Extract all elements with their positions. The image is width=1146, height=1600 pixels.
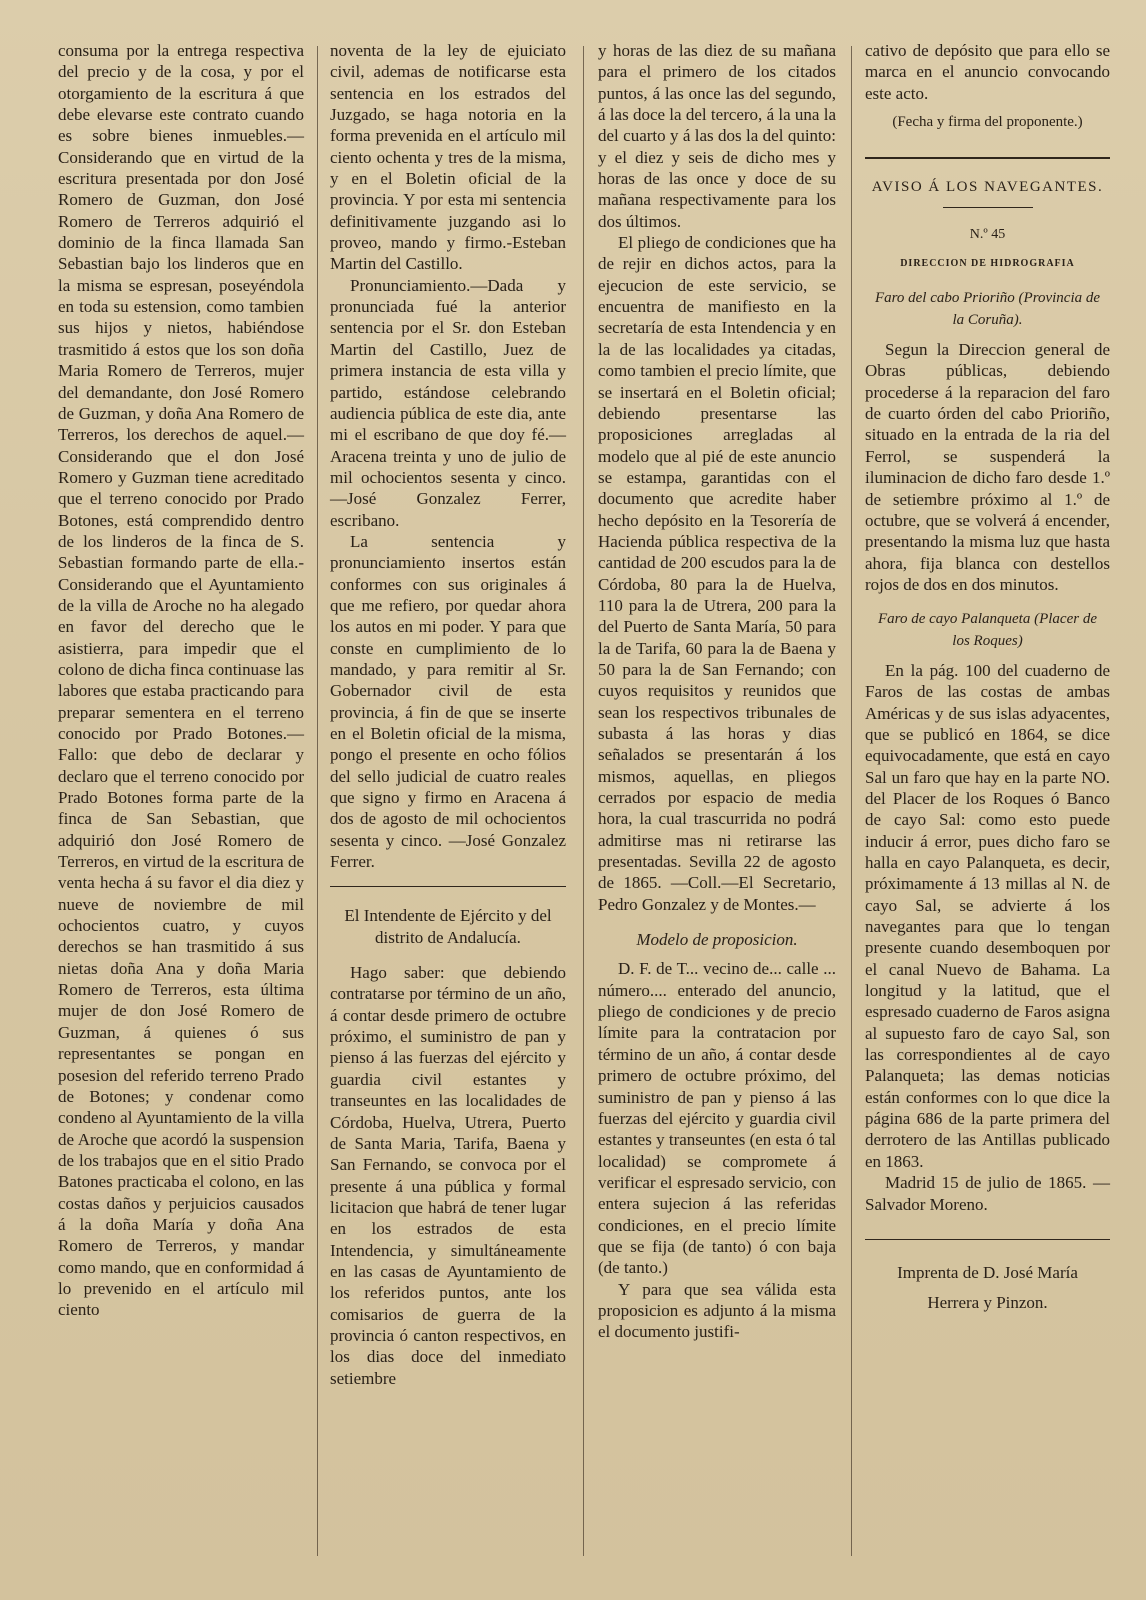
imprint: Imprenta de D. José María Herrera y Pinzon.: [897, 1262, 1078, 1312]
notice-title: El Intendente de Ejército y del distrito de Andalucía.: [344, 906, 552, 947]
faro2-date: Madrid 15 de julio de 1865. —Salvador Moreno.: [865, 1173, 1110, 1214]
column-rule-2: [583, 46, 584, 1556]
section-divider: [330, 886, 566, 887]
column-4: [865, 40, 1110, 1318]
column-2: [330, 40, 566, 1389]
short-divider: [943, 207, 1033, 208]
col4-intro: cativo de depósito que para ello se marca en el anuncio convocando este acto.: [865, 41, 1110, 103]
model-body: D. F. de T... vecino de... calle ... número.... enterado del anuncio, pliego de condiciones y de precio límite para la contratacion por término de un año, á contar desde primero de octubre próximo, del suministro de pan y pienso á las fuerzas del ejército y guardia civil estantes y transeuntes (en esta ó tal localidad) se compromete á verificar el espresado servicio, con entera sujecion á las referidas condiciones, en el precio límite que se fija (de tanto) ó con baja (de tanto.): [598, 959, 836, 1278]
faro2-body: En la pág. 100 del cuaderno de Faros de las costas de ambas Américas y de sus islas adyacentes, que se publicó en 1864, se dice equivocadamente, que está en cayo Sal un faro que hay en la parte NO. del Placer de los Roques ó Banco de cayo Sal: como esto puede inducir á error, pues dicho faro se halla en cayo Palanqueta, es decir, próximamente á 13 millas al N. de cayo Sal, se advierte á los navegantes para que lo tengan presente cuando desemboquen por el canal Nuevo de Bahama. La longitud y la latitud, que el espresado cuaderno de Faros asigna al supuesto faro de cayo Sal, son las correspondientes al de cayo Palanqueta; las demas noticias están conformes con lo que dice la página 686 de la parte primera del derrotero de las Antillas publicado en 1863.: [865, 660, 1110, 1171]
faro2-title: Faro de cayo Palanqueta (Placer de los Roques): [878, 611, 1097, 649]
col2-paragraph-1: noventa de la ley de ejuiciato civil, ademas de notificarse esta sentencia en los estrados del Juzgado, se haga notoria en la forma prevenida en el artículo mil ciento ochenta y tres de la misma, y en el Boletin oficial de la provincia. Y por esta mi sentencia definitivamente juzgando asi lo proveo, mando y firmo.-Esteban Martin del Castillo.: [330, 41, 566, 274]
col2-paragraph-3: La sentencia y pronunciamiento insertos están conformes con sus originales á que me refiero, por quedar ahora los autos en mi poder. Y para que conste en cumplimiento de lo mandado, y para remitir al Sr. Gobernador civil de esta provincia, á fin de que se inserte en el Boletin oficial de la misma, pongo el presente en ocho fólios del sello judicial de cuatro reales que signo y firmo en Aracena á dos de agosto de mil ochocientos sesenta y cinco. —José Gonzalez Ferrer.: [330, 531, 566, 872]
faro1-title: Faro del cabo Prioriño (Provincia de la Coruña).: [874, 290, 1101, 328]
column-3: [598, 40, 836, 1343]
signature-note: (Fecha y firma del proponente.): [892, 114, 1083, 131]
faro1-body: Segun la Direccion general de Obras públicas, debiendo procederse á la reparacion del faro de cuarto órden del cabo Prioriño, situado en la entrada de la ria del Ferrol, se suspenderá la iluminacion de dicho faro desde 1.º de setiembre próximo al 1.º de octubre, que se volverá á encender, presentando la misma luz que hasta ahora, fija blanca con destellos rojos de dos en dos minutos.: [865, 340, 1110, 594]
notice-number: N.º 45: [969, 226, 1006, 242]
model-closing: Y para que sea válida esta proposicion es adjunto á la misma el documento justifi-: [598, 1279, 836, 1342]
section-divider-thick: [865, 157, 1110, 159]
col1-paragraph: consuma por la entrega respectiva del precio y de la cosa, y por el otorgamiento de la escritura á que debe elevarse este contrato cuando es sobre bienes inmuebles.— Considerando que en virtud de la escritura presentada por don José Romero de Guzman, don José Romero de Terreros adquirió el dominio de la finca llamada San Sebastian bajo los linderos que en la misma se espresan, poseyéndola en toda su estension, como tambien sus hijos y nietos, habiéndose trasmitido á estos que los son doña Maria Romero de Terreros, mujer del demandante, don José Romero de Guzman, y doña Ana Romero de Terreros, los derechos de aquel.—Considerando que el don José Romero y Guzman tiene acreditado que el terreno conocido por Prado Botones, está comprendido dentro de los linderos de la finca de S. Sebastian formando parte de ella.-Considerando que el Ayuntamiento de la villa de Aroche no ha alegado en favor del derecho que le asistierra, para impedir que el colono de dicha finca continuase las labores que estaba practicando para preparar sementera en el terreno conocido por Prado Botones.—Fallo: que debo de declarar y declaro que el terreno conocido por Prado Botones forma parte de la finca de San Sebastian, que adquirió don José Romero de Terreros, en virtud de la escritura de venta hecha á su favor el dia diez y nueve de noviembre de mil ochocientos cuatro, y cuyos derechos se han trasmitido á sus nietas doña Ana y doña Maria Romero de Terreros, esta última mujer de don José Romero de Guzman, á quienes ó sus representantes se pongan en posesion del referido terreno Prado de Botones; y condenar como condeno al Ayuntamiento de la villa de Aroche que acordó la suspension de los trabajos que en el sitio Prado Batones practicaba el colono, en las costas daños y perjuicios causados á la doña María y doña Ana Romero de Terreros, y mandar como mando, que en conformidad á lo prevenido en el artículo mil ciento: [58, 41, 304, 1320]
notice-body: Hago saber: que debiendo contratarse por término de un año, á contar desde primero de octubre próximo, el suministro de pan y pienso á las fuerzas del ejército y guardia civil estantes y transeuntes en las localidades de Córdoba, Huelva, Utrera, Puerto de Santa Maria, Tarifa, Baena y San Fernando, se convoca por el presente á una pública y formal licitacion que habrá de tener lugar en los estrados de esta Intendencia, y simultáneamente en las casas de Ayuntamiento de los referidos puntos, ante los comisarios de guerra de la provincia ó canton respectivos, en los dias doce del inmediato setiembre: [330, 963, 566, 1388]
col2-paragraph-2: Pronunciamiento.—Dada y pronunciada fué la anterior sentencia por el Sr. don Esteban Martin del Castillo, Juez de primera instancia de esta villa y partido, estándose celebrando audiencia pública de este dia, ante mi el escribano de que doy fé.— Aracena treinta y uno de julio de mil ochocientos sesenta y cinco.—José Gonzalez Ferrer, escribano.: [330, 275, 566, 530]
model-title: Modelo de proposicion.: [636, 930, 798, 950]
col3-paragraph-1: y horas de las diez de su mañana para el primero de los citados puntos, á las once las del segundo, á las doce la del tercero, á la una la del cuarto y á las dos la del quinto: y el diez y seis de dicho mes y horas de las once y doce de su mañana respectivamente para los dos últimos.: [598, 41, 836, 231]
column-1: [58, 40, 304, 1321]
section-title: AVISO Á LOS NAVEGANTES.: [871, 179, 1104, 196]
imprint-divider: [865, 1239, 1110, 1240]
subsection-title: DIRECCION DE HIDROGRAFIA: [900, 258, 1075, 270]
column-rule-1: [317, 46, 318, 1556]
col3-paragraph-2: El pliego de condiciones que ha de rejir en dichos actos, para la ejecucion de este servicio, se encuentra de manifiesto en la secretaría de esta Intendencia y en la de las localidades ya citadas, como tambien el precio límite, que se insertará en el Boletin oficial; debiendo presentarse las proposiciones arregladas al modelo que al pié de este anuncio se estampa, garantidas con el documento que acredite haber hecho depósito en la Tesorería de Hacienda pública respectiva de la cantidad de 200 escudos para la de Córdoba, 80 para la de Huelva, 110 para la de Utrera, 200 para la del Puerto de Santa María, 50 para la de Tarifa, 60 para la de Baena y 50 para la de San Fernando; con cuyos requisitos y reunidos que sean los respectivos tribunales de subasta á las horas y dias señalados se presentarán á los mismos, aquellas, en pliegos cerrados por espacio de media hora, la cual trascurrida no podrá admitirse mas ni retirarse las presentadas. Sevilla 22 de agosto de 1865. —Coll.—El Secretario, Pedro Gonzalez y de Montes.—: [598, 233, 836, 914]
column-rule-3: [851, 46, 852, 1556]
